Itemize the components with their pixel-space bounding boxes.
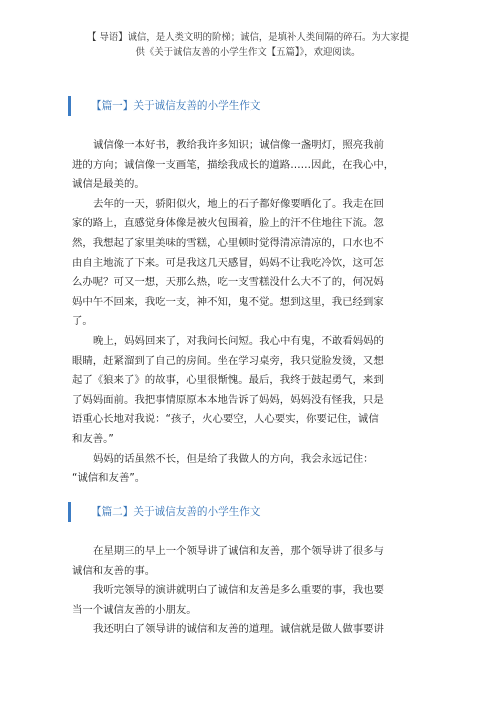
intro-paragraph	[70, 30, 426, 60]
text-line: 么办呢？可又一想，天那么热，吃一支雪糕没什么大不了的，何况妈	[72, 276, 384, 289]
text-line: 家的路上，直感觉身体像是被火包围着，脸上的汗不住地往下流。忽	[72, 217, 384, 230]
text-line: 晚上，妈妈回来了，对我问长问短。我心中有鬼，不敢看妈妈的	[93, 334, 384, 347]
text-line: 眼睛，赶紧溜到了自己的房间。坐在学习桌旁，我只觉脸发烫，又想	[72, 354, 384, 367]
intro-line: 供《关于诚信友善的小学生作文【五篇】》，欢迎阅读。	[135, 47, 361, 58]
section-heading-1: 【篇一】关于诚信友善的小学生作文	[68, 96, 428, 116]
text-line: 了。	[72, 315, 93, 328]
text-line: 和友善。”	[72, 432, 114, 445]
text-line: 当一个诚信友善的小朋友。	[72, 603, 197, 616]
text-line: 诚信像一本好书，教给我许多知识；诚信像一盏明灯，照亮我前	[93, 139, 384, 151]
text-line: 语重心长地对我说：“孩子，火心要空，人心要实，你要记住，诚信	[72, 413, 379, 426]
text-line: 妈妈的话虽然不长，但是给了我做人的方向，我会永远记住：	[93, 452, 374, 465]
intro-line: 【 导语】诚信，是人类文明的阶梯；诚信，是填补人类间隔的碎石。为大家提	[87, 32, 409, 43]
text-line: 由自主地流了下来。可是我这几天感冒，妈妈不让我吃冷饮，这可怎	[72, 256, 384, 269]
text-line: 去年的一天，骄阳似火，地上的石子都好像要晒化了。我走在回	[93, 197, 384, 210]
section-heading-2: 【篇二】关于诚信友善的小学生作文	[68, 502, 428, 522]
text-line: 进的方向；诚信像一支画笔，描绘我成长的道路……因此，在我心中，	[72, 158, 395, 171]
text-line: 在星期三的早上一个领导讲了诚信和友善，那个领导讲了很多与	[93, 545, 384, 557]
text-line: “诚信和友善”。	[72, 472, 146, 485]
text-line: 诚信和友善的事。	[72, 564, 156, 577]
text-line: 我听完领导的演讲就明白了诚信和友善是多么重要的事，我也要	[93, 584, 384, 597]
text-line: 然，我想起了家里美味的雪糕，心里顿时觉得清凉清凉的，口水也不	[72, 236, 384, 249]
text-line: 诚信是最美的。	[72, 178, 145, 191]
section-2-body	[72, 542, 426, 640]
text-line: 妈中午不回来，我吃一支，神不知，鬼不觉。想到这里，我已经到家	[72, 295, 384, 308]
text-line: 起了《狼来了》的故事，心里很惭愧。最后，我终于鼓起勇气，来到	[72, 374, 384, 387]
text-line: 了妈妈面前。我把事情原原本本地告诉了妈妈，妈妈没有怪我，只是	[72, 393, 384, 406]
text-line: 我还明白了领导讲的诚信和友善的道理。诚信就是做人做事要讲	[93, 623, 384, 636]
section-1-body	[72, 136, 426, 489]
